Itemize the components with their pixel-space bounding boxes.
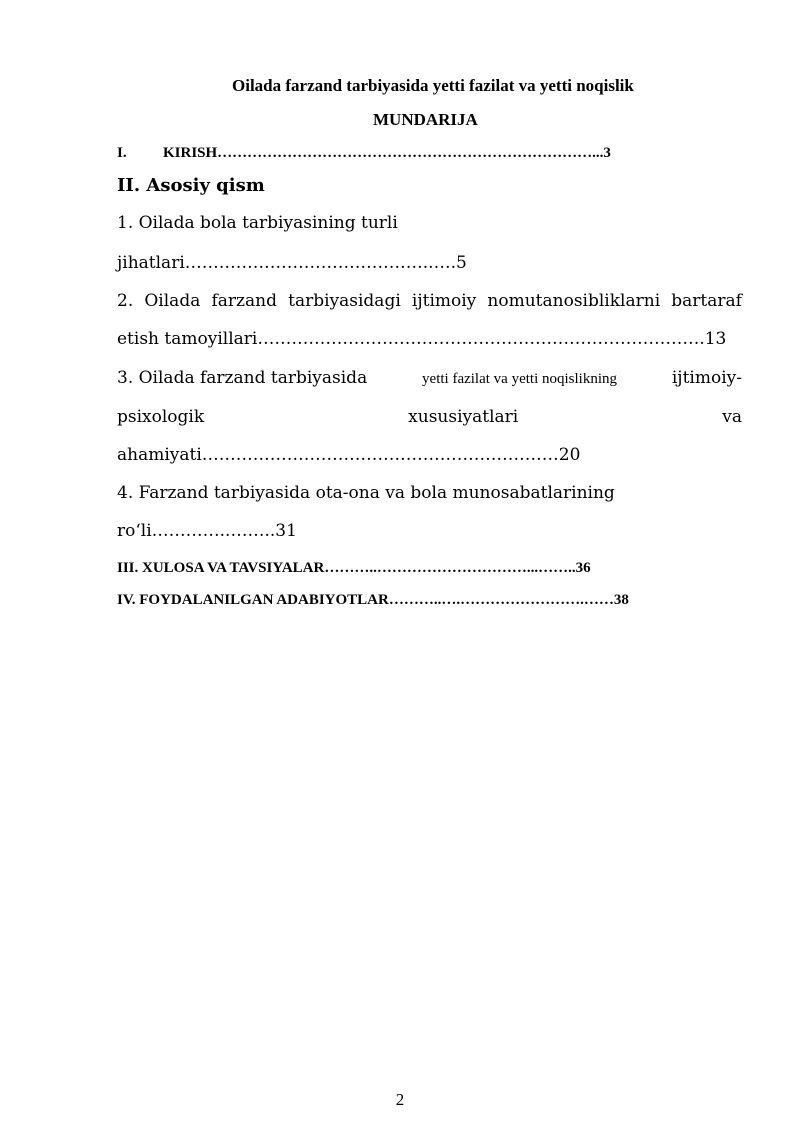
toc-entry-adabiyotlar: IV. FOYDALANILGAN ADABIYOTLAR………..….…………………….……38 (117, 592, 629, 608)
toc-item-1-line-2: jihatlari……………………………………..….5 (117, 253, 467, 273)
word: tarbiyasidagi (288, 291, 401, 311)
toc-item-3-line-3: ahamiyati………………………………………………………20 (117, 445, 581, 465)
toc-entry-number: I. (117, 145, 127, 161)
toc-item-1-line-1: 1. Oilada bola tarbiyasining turli (117, 213, 398, 233)
toc-item-2-line-2: etish tamoyillari…………………………………………………………………….13 (117, 329, 727, 349)
word: va (722, 407, 742, 427)
toc-item-3-line-2 (117, 407, 742, 427)
word: nomutanosibliklarni (487, 291, 661, 311)
toc-item-3-line-1 (117, 368, 742, 388)
toc-entry-text: KIRISH…………………………………………………………………...3 (163, 145, 611, 161)
toc-heading: MUNDARIJA (373, 110, 478, 129)
document-title: Oilada farzand tarbiyasida yetti fazilat va yetti noqislik (232, 76, 634, 95)
toc-item-4-line-2: roʻli…………..……..31 (117, 521, 297, 541)
word: 2. (117, 291, 134, 311)
toc-section-heading: II. Asosiy qism (117, 175, 265, 196)
toc-entry-kirish (117, 145, 742, 162)
word: psixologik (117, 407, 205, 427)
toc-item-3-small-text: yetti fazilat va yetti noqislikning (422, 371, 618, 387)
toc-item-3-start: 3. Oilada farzand tarbiyasida (117, 368, 368, 388)
toc-entry-xulosa: III. XULOSA VA TAVSIYALAR………..…………………………...……..36 (117, 560, 591, 576)
word: xususiyatlari (408, 407, 519, 427)
word: farzand (211, 291, 277, 311)
toc-item-2-line-1 (117, 291, 742, 311)
toc-item-4-line-1: 4. Farzand tarbiyasida ota-ona va bola munosabatlarining (117, 483, 615, 503)
word: ijtimoiy (411, 291, 477, 311)
page-number: 2 (395, 1090, 405, 1109)
toc-item-3-end: ijtimoiy- (671, 368, 742, 388)
word: bartaraf (671, 291, 742, 311)
word: Oilada (144, 291, 201, 311)
